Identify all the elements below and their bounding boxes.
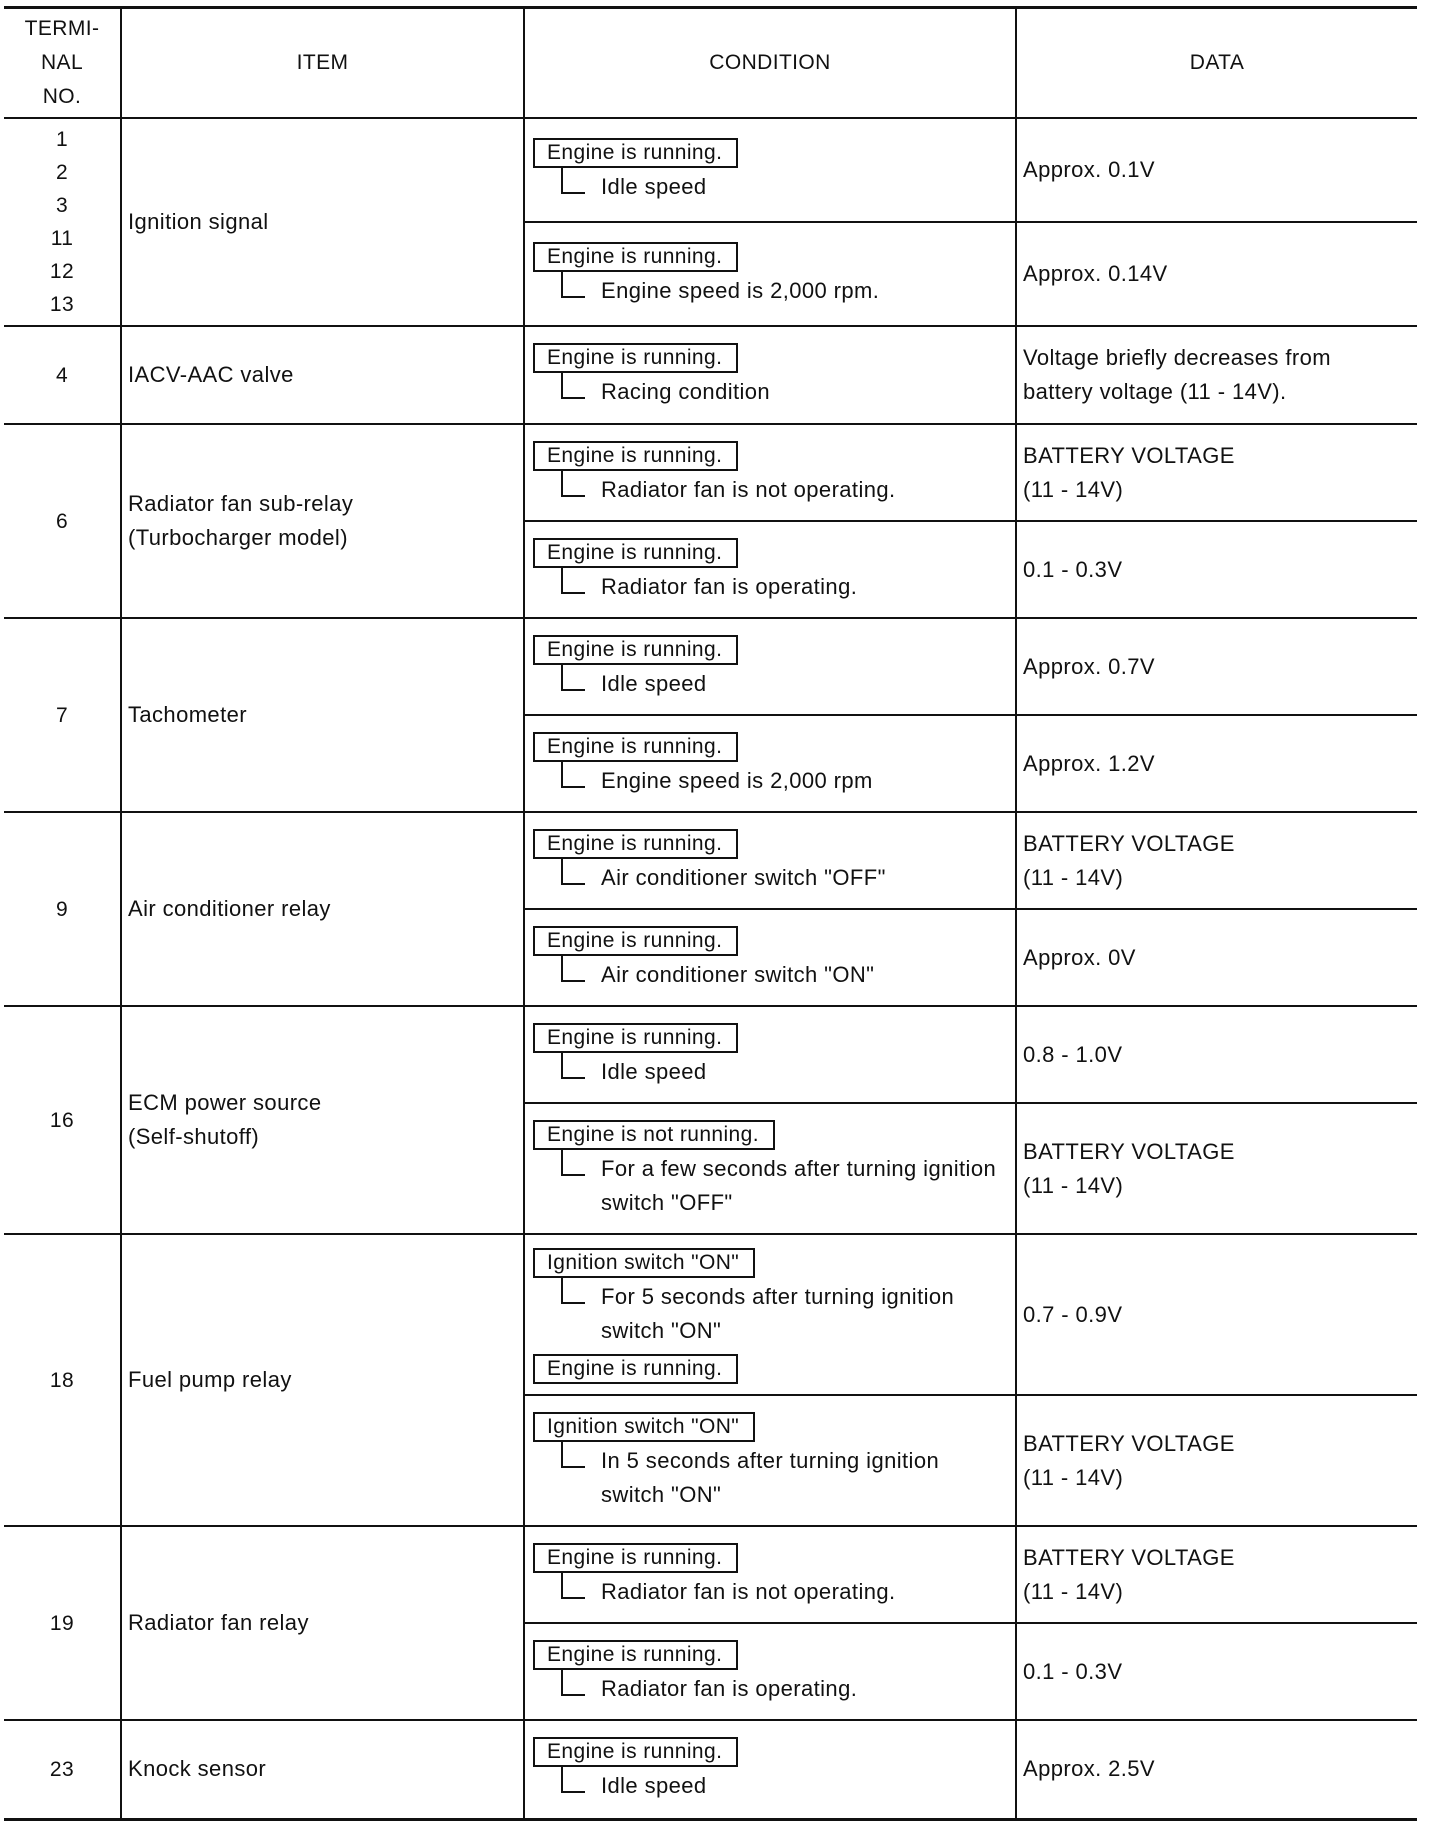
item-cell xyxy=(121,1526,524,1720)
data-cell xyxy=(1016,1720,1417,1819)
condition-cell xyxy=(524,424,1016,521)
condition-steps xyxy=(525,431,1015,515)
condition-substep: Idle speed xyxy=(561,667,1007,701)
condition-substep: Air conditioner switch "ON" xyxy=(561,958,1007,992)
item-name-line: Fuel pump relay xyxy=(128,1367,292,1392)
condition-substep: Engine speed is 2,000 rpm. xyxy=(561,274,1007,308)
condition-substep: Racing condition xyxy=(561,375,1007,409)
condition-state-box: Engine is running. xyxy=(533,1543,738,1573)
condition-state-box: Engine is running. xyxy=(533,1023,738,1053)
item-cell xyxy=(121,1006,524,1234)
condition-state-box: Engine is running. xyxy=(533,242,738,272)
data-value-line: 0.1 - 0.3V xyxy=(1023,1658,1123,1684)
condition-state-box: Engine is not running. xyxy=(533,1120,775,1150)
terminal-number: 12 xyxy=(49,260,75,283)
header-item: ITEM xyxy=(121,8,524,119)
condition-cell xyxy=(524,118,1016,222)
condition-steps xyxy=(525,128,1015,212)
table-row xyxy=(4,118,1417,222)
condition-steps xyxy=(525,1013,1015,1097)
condition-steps xyxy=(525,916,1015,1000)
condition-steps xyxy=(525,1727,1015,1811)
condition-state-box: Engine is running. xyxy=(533,635,738,665)
item-name-line: Radiator fan relay xyxy=(128,1610,309,1635)
item-name-line: Radiator fan sub-relay xyxy=(128,491,354,516)
condition-cell xyxy=(524,1006,1016,1103)
data-value-line: BATTERY VOLTAGE xyxy=(1023,830,1235,856)
data-value-line: Approx. 0.1V xyxy=(1023,157,1155,182)
table-header-row xyxy=(4,8,1417,119)
data-cell xyxy=(1016,424,1417,521)
item-cell xyxy=(121,424,524,618)
condition-state-box: Engine is running. xyxy=(533,1640,738,1670)
condition-cell xyxy=(524,326,1016,424)
terminal-no-cell xyxy=(4,618,121,812)
terminal-number: 19 xyxy=(49,1611,75,1635)
terminal-number: 23 xyxy=(49,1757,75,1781)
data-value-line: battery voltage (11 - 14V). xyxy=(1023,379,1287,404)
condition-cell xyxy=(524,715,1016,812)
terminal-number: 7 xyxy=(55,703,69,727)
condition-substep: For a few seconds after turning ignition switch "OFF" xyxy=(561,1152,1007,1220)
data-value-line: (11 - 14V) xyxy=(1023,864,1124,890)
condition-state-box: Ignition switch "ON" xyxy=(533,1248,755,1278)
item-name-line: Knock sensor xyxy=(128,1756,267,1782)
terminal-number: 18 xyxy=(49,1368,75,1392)
data-cell xyxy=(1016,118,1417,222)
table-row xyxy=(4,1006,1417,1103)
data-cell xyxy=(1016,812,1417,909)
condition-substep: Air conditioner switch "OFF" xyxy=(561,861,1007,895)
condition-cell xyxy=(524,1395,1016,1526)
data-cell xyxy=(1016,1395,1417,1526)
condition-substep: For 5 seconds after turning ignition switch "ON" xyxy=(561,1280,1007,1348)
condition-substep: Idle speed xyxy=(561,1769,1007,1803)
terminal-number: 2 xyxy=(55,161,69,184)
data-value-line: (11 - 14V) xyxy=(1023,476,1124,502)
condition-state-box: Engine is running. xyxy=(533,343,738,373)
condition-cell xyxy=(524,812,1016,909)
condition-cell xyxy=(524,1623,1016,1720)
condition-substep: Radiator fan is not operating. xyxy=(561,1575,1007,1609)
item-cell xyxy=(121,1234,524,1526)
data-value-line: BATTERY VOLTAGE xyxy=(1023,1544,1235,1570)
terminal-number: 4 xyxy=(55,363,69,387)
condition-steps xyxy=(525,232,1015,316)
data-cell xyxy=(1016,1006,1417,1103)
table-row xyxy=(4,424,1417,521)
data-value-line: Approx. 2.5V xyxy=(1023,1756,1155,1782)
data-value-line: BATTERY VOLTAGE xyxy=(1023,1430,1235,1456)
data-value-line: Approx. 1.2V xyxy=(1023,750,1155,776)
table-row xyxy=(4,618,1417,715)
data-cell xyxy=(1016,521,1417,618)
condition-substep: Idle speed xyxy=(561,170,1007,204)
terminal-number: 16 xyxy=(49,1108,75,1132)
condition-steps xyxy=(525,1110,1015,1228)
item-name-line: ECM power source xyxy=(128,1090,322,1115)
condition-substep: Idle speed xyxy=(561,1055,1007,1089)
item-name-line: IACV-AAC valve xyxy=(128,362,294,387)
ecm-terminal-table xyxy=(4,6,1417,1821)
terminal-number: 9 xyxy=(55,897,69,921)
table-row xyxy=(4,1234,1417,1395)
terminal-number: 13 xyxy=(49,293,75,316)
condition-state-box: Engine is running. xyxy=(533,441,738,471)
condition-substep: In 5 seconds after turning ignition switch "ON" xyxy=(561,1444,1007,1512)
condition-steps xyxy=(525,819,1015,903)
condition-state-box: Engine is running. xyxy=(533,1354,738,1384)
header-terminal-no xyxy=(4,8,121,119)
condition-steps xyxy=(525,1402,1015,1520)
data-value-line: (11 - 14V) xyxy=(1023,1172,1124,1198)
item-cell xyxy=(121,1720,524,1819)
condition-substep: Radiator fan is not operating. xyxy=(561,473,1007,507)
item-cell xyxy=(121,812,524,1006)
terminal-number: 6 xyxy=(55,509,69,533)
item-name-line: Tachometer xyxy=(128,702,247,727)
data-value-line: Approx. 0.14V xyxy=(1023,261,1168,286)
table-row xyxy=(4,326,1417,424)
data-value-line: BATTERY VOLTAGE xyxy=(1023,1138,1235,1164)
data-value-line: Voltage briefly decreases from xyxy=(1023,345,1331,370)
condition-state-box: Engine is running. xyxy=(533,538,738,568)
condition-cell xyxy=(524,909,1016,1006)
data-cell xyxy=(1016,715,1417,812)
terminal-no-cell xyxy=(4,812,121,1006)
data-value-line: (11 - 14V) xyxy=(1023,1578,1124,1604)
condition-cell xyxy=(524,1720,1016,1819)
data-value-line: 0.7 - 0.9V xyxy=(1023,1301,1123,1327)
terminal-no-cell xyxy=(4,326,121,424)
item-cell xyxy=(121,326,524,424)
data-value-line: 0.1 - 0.3V xyxy=(1023,556,1123,582)
condition-state-box: Engine is running. xyxy=(533,926,738,956)
condition-state-box: Engine is running. xyxy=(533,1737,738,1767)
terminal-number: 11 xyxy=(50,227,74,250)
data-cell xyxy=(1016,909,1417,1006)
condition-state-box: Ignition switch "ON" xyxy=(533,1412,755,1442)
condition-steps xyxy=(525,333,1015,417)
data-cell xyxy=(1016,618,1417,715)
item-name-line: Ignition signal xyxy=(128,209,269,234)
header-terminal-line: NAL xyxy=(40,51,84,74)
table-row xyxy=(4,1720,1417,1819)
condition-state-box: Engine is running. xyxy=(533,829,738,859)
data-cell xyxy=(1016,222,1417,326)
terminal-no-cell xyxy=(4,424,121,618)
condition-cell xyxy=(524,222,1016,326)
data-value-line: (11 - 14V) xyxy=(1023,1464,1124,1490)
condition-substep: Engine speed is 2,000 rpm xyxy=(561,764,1007,798)
condition-cell xyxy=(524,1103,1016,1234)
table-body xyxy=(4,118,1417,1819)
header-terminal-line: NO. xyxy=(42,85,82,108)
condition-cell xyxy=(524,521,1016,618)
data-value-line: 0.8 - 1.0V xyxy=(1023,1041,1123,1067)
condition-steps xyxy=(525,1630,1015,1714)
terminal-number: 1 xyxy=(55,128,69,151)
data-cell xyxy=(1016,1103,1417,1234)
condition-steps xyxy=(525,625,1015,709)
data-cell xyxy=(1016,1623,1417,1720)
data-value-line: Approx. 0V xyxy=(1023,944,1136,970)
item-cell xyxy=(121,618,524,812)
item-name-line: (Self-shutoff) xyxy=(128,1124,260,1149)
data-cell xyxy=(1016,326,1417,424)
terminal-no-cell xyxy=(4,1526,121,1720)
condition-substep: Radiator fan is operating. xyxy=(561,1672,1007,1706)
data-value-line: BATTERY VOLTAGE xyxy=(1023,442,1235,468)
condition-steps xyxy=(525,1238,1015,1392)
data-cell xyxy=(1016,1234,1417,1395)
condition-state-box: Engine is running. xyxy=(533,138,738,168)
condition-cell xyxy=(524,618,1016,715)
table-row xyxy=(4,1526,1417,1623)
condition-steps xyxy=(525,722,1015,806)
header-data: DATA xyxy=(1016,8,1417,119)
terminal-no-cell xyxy=(4,1234,121,1526)
item-cell xyxy=(121,118,524,326)
table-row xyxy=(4,812,1417,909)
condition-state-box: Engine is running. xyxy=(533,732,738,762)
data-cell xyxy=(1016,1526,1417,1623)
data-value-line: Approx. 0.7V xyxy=(1023,653,1155,679)
condition-cell xyxy=(524,1526,1016,1623)
condition-cell xyxy=(524,1234,1016,1395)
header-terminal-line: TERMI- xyxy=(24,17,100,40)
terminal-no-cell xyxy=(4,118,121,326)
condition-steps xyxy=(525,528,1015,612)
terminal-number: 3 xyxy=(55,194,69,217)
condition-substep: Radiator fan is operating. xyxy=(561,570,1007,604)
terminal-no-cell xyxy=(4,1720,121,1819)
condition-steps xyxy=(525,1533,1015,1617)
item-name-line: (Turbocharger model) xyxy=(128,525,348,550)
terminal-no-cell xyxy=(4,1006,121,1234)
item-name-line: Air conditioner relay xyxy=(128,896,331,921)
header-condition: CONDITION xyxy=(524,8,1016,119)
